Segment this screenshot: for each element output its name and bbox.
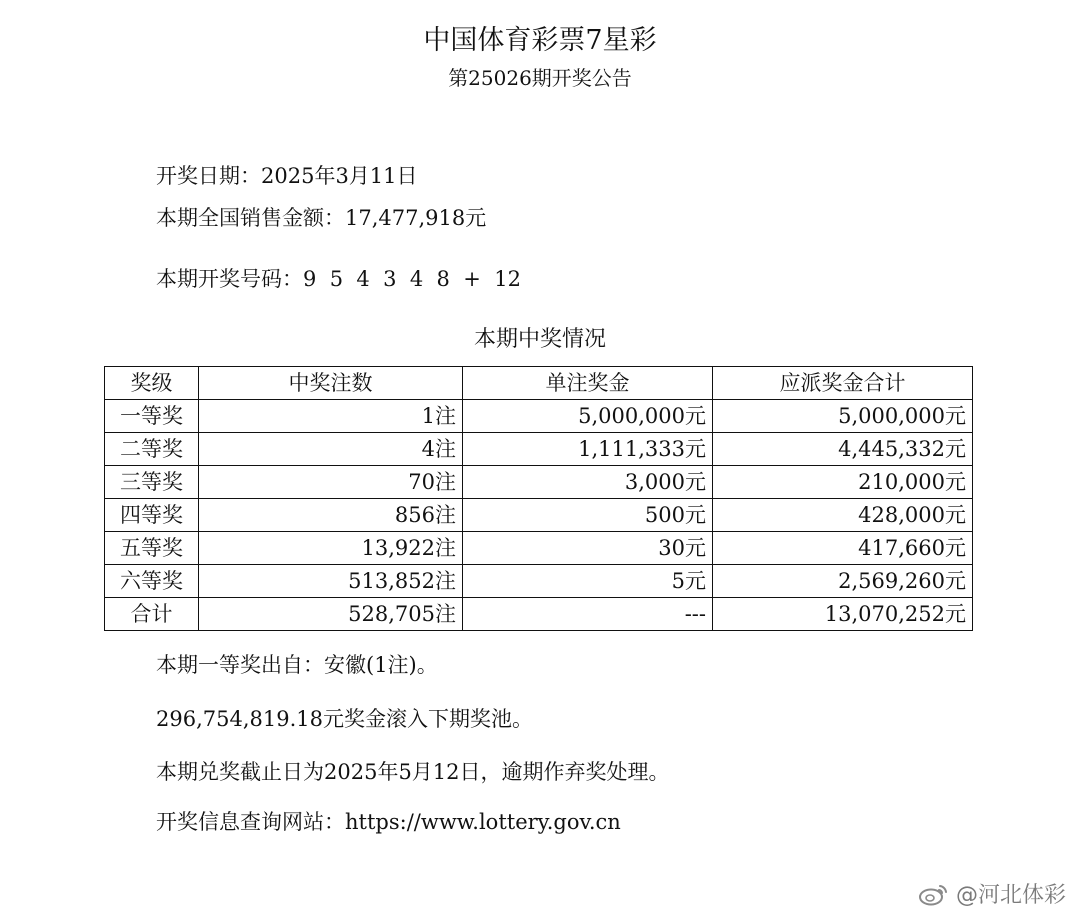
total-payout: 428,000元: [713, 499, 973, 532]
first-prize-origin: 本期一等奖出自：安徽(1注)。: [156, 653, 438, 677]
total-payout: 5,000,000元: [713, 400, 973, 433]
total-payout: 13,070,252元: [713, 598, 973, 631]
weibo-icon: [918, 882, 950, 906]
prize-table: [104, 366, 973, 631]
header-winner-count: 中奖注数: [199, 367, 463, 400]
header-prize-per-bet: 单注奖金: [463, 367, 713, 400]
prize-per-bet: 1,111,333元: [463, 433, 713, 466]
prize-level: 五等奖: [105, 532, 199, 565]
prize-per-bet: 500元: [463, 499, 713, 532]
draw-date: 开奖日期：2025年3月11日: [156, 164, 418, 188]
prize-per-bet: 5元: [463, 565, 713, 598]
prize-level: 合计: [105, 598, 199, 631]
winner-count: 4注: [199, 433, 463, 466]
weibo-watermark: [918, 878, 1066, 909]
table-row: [105, 565, 973, 598]
prize-level: 三等奖: [105, 466, 199, 499]
announcement-title: 中国体育彩票7星彩: [423, 25, 657, 56]
prize-per-bet: 3,000元: [463, 466, 713, 499]
table-row: [105, 466, 973, 499]
table-row: [105, 433, 973, 466]
winner-count: 513,852注: [199, 565, 463, 598]
prize-per-bet: ---: [463, 598, 713, 631]
prize-level: 一等奖: [105, 400, 199, 433]
sales-amount: 本期全国销售金额：17,477,918元: [156, 206, 487, 230]
prize-per-bet: 5,000,000元: [463, 400, 713, 433]
claim-deadline: 本期兑奖截止日为2025年5月12日，逾期作弃奖处理。: [156, 760, 670, 784]
query-website: 开奖信息查询网站：https://www.lottery.gov.cn: [156, 810, 621, 834]
total-payout: 417,660元: [713, 532, 973, 565]
prize-section-title: 本期中奖情况: [473, 327, 606, 352]
table-row: [105, 499, 973, 532]
watermark-text: @河北体彩: [955, 883, 1066, 908]
winner-count: 528,705注: [199, 598, 463, 631]
table-row: [105, 532, 973, 565]
header-level: 奖级: [105, 367, 199, 400]
jackpot-rollover: 296,754,819.18元奖金滚入下期奖池。: [156, 707, 533, 731]
total-payout: 210,000元: [713, 466, 973, 499]
table-row-total: [105, 598, 973, 631]
prize-table-header-row: [105, 367, 973, 400]
total-payout: 4,445,332元: [713, 433, 973, 466]
winner-count: 70注: [199, 466, 463, 499]
winner-count: 856注: [199, 499, 463, 532]
prize-level: 六等奖: [105, 565, 199, 598]
total-payout: 2,569,260元: [713, 565, 973, 598]
prize-level: 二等奖: [105, 433, 199, 466]
winner-count: 1注: [199, 400, 463, 433]
table-row: [105, 400, 973, 433]
prize-per-bet: 30元: [463, 532, 713, 565]
winner-count: 13,922注: [199, 532, 463, 565]
prize-level: 四等奖: [105, 499, 199, 532]
winning-numbers: 本期开奖号码：9 5 4 3 4 8 + 12: [156, 267, 521, 291]
announcement-subtitle: 第25026期开奖公告: [448, 66, 632, 90]
header-total-payout: 应派奖金合计: [713, 367, 973, 400]
